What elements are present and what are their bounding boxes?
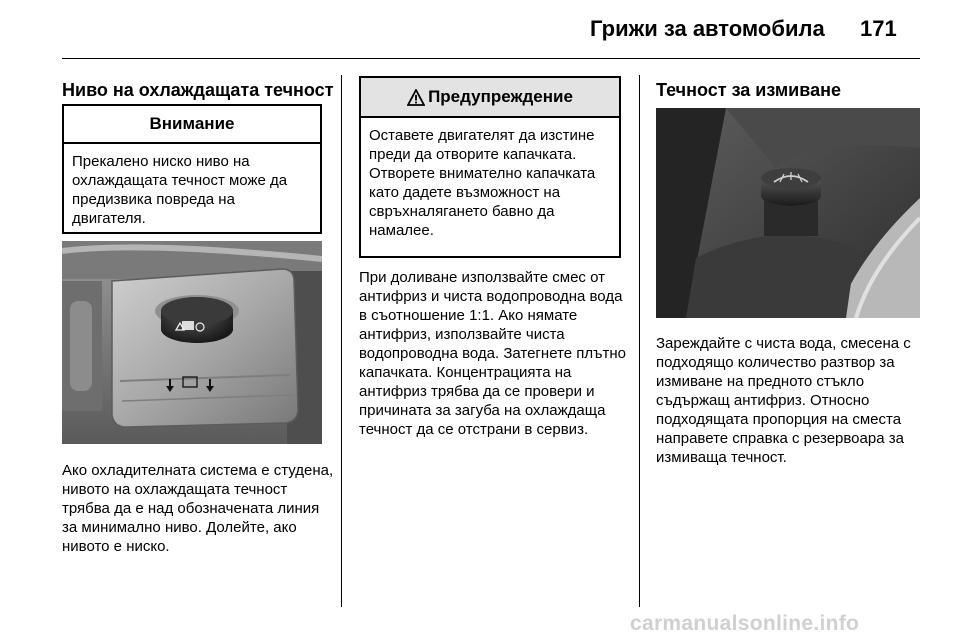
coolant-reservoir-photo bbox=[62, 241, 322, 444]
washer-reservoir-illustration bbox=[656, 108, 920, 318]
warning-title: Предупреждение bbox=[428, 87, 573, 106]
column-divider bbox=[341, 75, 342, 607]
caution-title: Внимание bbox=[64, 106, 320, 144]
washer-reservoir-photo bbox=[656, 108, 920, 318]
caution-box bbox=[62, 104, 322, 234]
column-divider bbox=[639, 75, 640, 607]
warning-header bbox=[361, 78, 619, 118]
header-rule bbox=[62, 58, 920, 59]
watermark: carmanualsonline.info bbox=[630, 612, 860, 635]
washer-fluid-paragraph: Зареждайте с чиста вода, смесена с подходящо количество разтвор за измиване на предното стъкло съдържащ антифриз. Относно подходящата пропорция на сместа направете справка с резервоара за измиваща течност. bbox=[656, 335, 911, 466]
caution-text: Прекалено ниско ниво на охлаждащата течност може да предизвика повреда на двигателя. bbox=[72, 153, 288, 227]
warning-text: Оставете двигателят да изстине преди да отворите капачката. Отворете внимателно капачката като дадете възможност на свръхналягането бавно да намалее. bbox=[369, 127, 596, 239]
section-heading-washer-fluid: Течност за измиване bbox=[656, 80, 841, 100]
coolant-reservoir-illustration bbox=[62, 241, 322, 444]
warning-triangle-icon bbox=[407, 89, 425, 106]
coolant-level-paragraph: Ако охладителната система е студена, нивото на охлаждащата течност трябва да е над обозначената линия за минимално ниво. Долейте, ако нивото е ниско. bbox=[62, 462, 334, 555]
warning-box bbox=[359, 76, 621, 258]
page-header-title: Грижи за автомобила bbox=[590, 16, 825, 41]
section-heading-coolant-level: Ниво на охлаждащата течност bbox=[62, 80, 334, 100]
page-number: 171 bbox=[860, 16, 897, 41]
coolant-topup-paragraph: При доливане използвайте смес от антифриз и чиста водопроводна вода в съотношение 1:1. Ако нямате антифриз, използвайте чиста водопроводна вода. Затегнете плътно капачката. Концентрацията на антифриз трябва да се провери и причината за загуба на охлаждаща течност да се отстрани в сервиз. bbox=[359, 269, 626, 438]
